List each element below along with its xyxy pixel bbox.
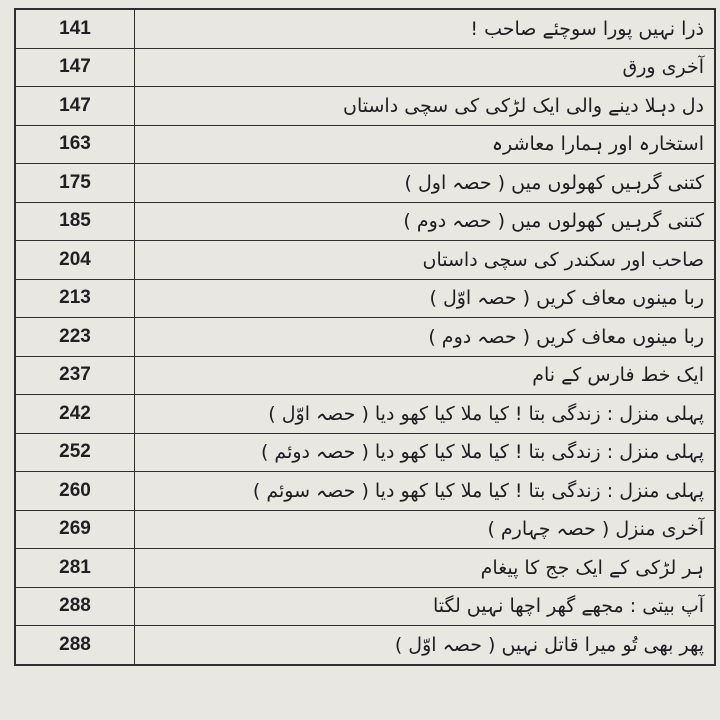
page-number: 288: [15, 587, 135, 626]
table-row: [15, 356, 715, 395]
table-row: [15, 241, 715, 280]
chapter-title: آخری منزل ( حصہ چہارم ): [135, 510, 716, 549]
table-row: [15, 549, 715, 588]
page-number: 147: [15, 87, 135, 126]
chapter-title: ربا مینوں معاف کریں ( حصہ دوم ): [135, 318, 716, 357]
table-row: [15, 279, 715, 318]
page-number: 288: [15, 626, 135, 665]
table-row: [15, 318, 715, 357]
table-row: [15, 9, 715, 48]
chapter-title: پھر بھی تُو میرا قاتل نہیں ( حصہ اوّل ): [135, 626, 716, 665]
chapter-title: آپ بیتی : مجھے گھر اچھا نہیں لگتا: [135, 587, 716, 626]
page-number: 260: [15, 472, 135, 511]
chapter-title: ربا مینوں معاف کریں ( حصہ اوّل ): [135, 279, 716, 318]
page-number: 147: [15, 48, 135, 87]
page-number: 237: [15, 356, 135, 395]
table-row: [15, 202, 715, 241]
page-number: 242: [15, 395, 135, 434]
table-row: [15, 395, 715, 434]
chapter-title: پہلی منزل : زندگی بتا ! کیا ملا کیا کھو دیا ( حصہ اوّل ): [135, 395, 716, 434]
table-row: [15, 626, 715, 665]
chapter-title: دل دہلا دینے والی ایک لڑکی کی سچی داستاں: [135, 87, 716, 126]
table-row: [15, 587, 715, 626]
page-number: 141: [15, 9, 135, 48]
page-number: 213: [15, 279, 135, 318]
chapter-title: ہر لڑکی کے ایک جج کا پیغام: [135, 549, 716, 588]
toc-body: [15, 9, 715, 665]
page-number: 163: [15, 125, 135, 164]
chapter-title: پہلی منزل : زندگی بتا ! کیا ملا کیا کھو دیا ( حصہ دوئم ): [135, 433, 716, 472]
chapter-title: ذرا نہیں پورا سوچئے صاحب !: [135, 9, 716, 48]
table-row: [15, 433, 715, 472]
chapter-title: آخری ورق: [135, 48, 716, 87]
chapter-title: صاحب اور سکندر کی سچی داستاں: [135, 241, 716, 280]
chapter-title: پہلی منزل : زندگی بتا ! کیا ملا کیا کھو دیا ( حصہ سوئم ): [135, 472, 716, 511]
page-number: 269: [15, 510, 135, 549]
page-number: 204: [15, 241, 135, 280]
page-number: 175: [15, 164, 135, 203]
page-number: 223: [15, 318, 135, 357]
page-number: 185: [15, 202, 135, 241]
chapter-title: کتنی گرہیں کھولوں میں ( حصہ اول ): [135, 164, 716, 203]
table-row: [15, 164, 715, 203]
table-row: [15, 125, 715, 164]
table-row: [15, 510, 715, 549]
page-number: 281: [15, 549, 135, 588]
table-of-contents: [14, 8, 716, 666]
page-number: 252: [15, 433, 135, 472]
table-row: [15, 472, 715, 511]
table-row: [15, 87, 715, 126]
chapter-title: ایک خط فارس کے نام: [135, 356, 716, 395]
chapter-title: استخارہ اور ہمارا معاشرہ: [135, 125, 716, 164]
table-row: [15, 48, 715, 87]
chapter-title: کتنی گرہیں کھولوں میں ( حصہ دوم ): [135, 202, 716, 241]
